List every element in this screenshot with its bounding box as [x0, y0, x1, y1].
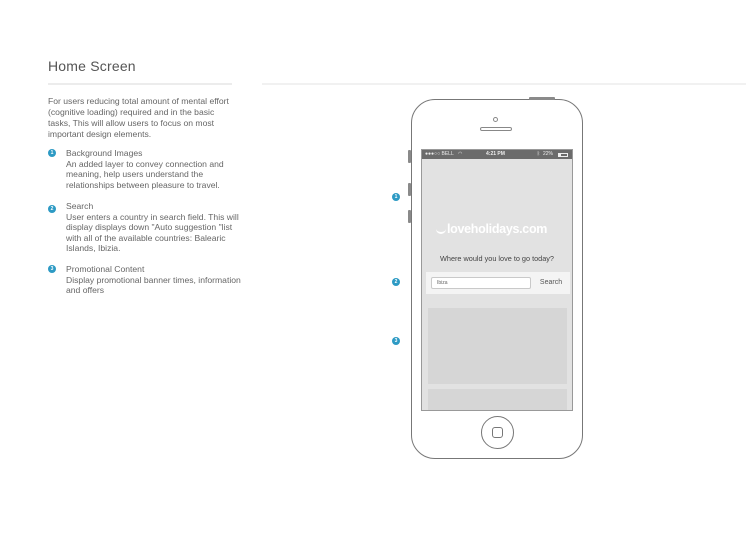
battery-icon [558, 153, 568, 157]
power-button [529, 97, 555, 100]
mute-switch [408, 150, 411, 163]
annotation-badge: 1 [48, 149, 56, 157]
search-bar [426, 272, 570, 294]
marker-2: 2 [392, 278, 400, 286]
brand-logo [436, 222, 561, 236]
camera-icon [493, 117, 498, 122]
home-button [481, 416, 514, 449]
annotation-badge: 2 [48, 205, 56, 213]
logo-text: loveholidays.com [447, 222, 548, 236]
battery-percent: 22% [543, 151, 554, 157]
search-button[interactable]: Search [539, 279, 563, 286]
annotation-title: Promotional Content [66, 264, 145, 274]
wifi-icon: ◠ [458, 151, 463, 157]
intro-text: For users reducing total amount of mental effort (cognitive loading) required and in the basic tasks, This will allow users to focus on most important design elements. [48, 96, 229, 139]
page-title: Home Screen [48, 58, 136, 74]
annotation-title: Background Images [66, 148, 143, 158]
annotation-description: Display promotional banner times, information and offers [66, 274, 241, 295]
volume-up-button [408, 183, 411, 196]
title-divider [48, 83, 232, 85]
marker-3: 3 [392, 337, 400, 345]
annotation-description: User enters a country in search field. This will display displays down "Auto suggestion "list with all of the available countries: Balearic Islands, Ibizia. [66, 211, 239, 253]
annotation-title: Search [66, 201, 94, 211]
carrier-label: ●●●○○ BELL [425, 151, 454, 157]
phone-screen [421, 149, 573, 411]
promo-banner-1[interactable] [428, 308, 567, 384]
status-time: 4:21 PM [486, 151, 505, 157]
search-prompt: Where would you love to go today? [440, 254, 554, 263]
marker-1: 1 [392, 193, 400, 201]
search-input[interactable]: Ibiza [431, 277, 531, 289]
logo-mark-icon [436, 226, 446, 234]
home-square-icon [492, 427, 503, 438]
volume-down-button [408, 210, 411, 223]
annotation-description: An added layer to convey connection and meaning, help users understand the relationships between pleasure to travel. [66, 158, 224, 190]
status-bar [422, 150, 572, 159]
speaker-grille [480, 127, 512, 131]
header-divider [262, 83, 746, 85]
promo-banner-2[interactable] [428, 389, 567, 411]
bluetooth-icon: ᛒ [537, 151, 541, 157]
annotation-badge: 3 [48, 265, 56, 273]
